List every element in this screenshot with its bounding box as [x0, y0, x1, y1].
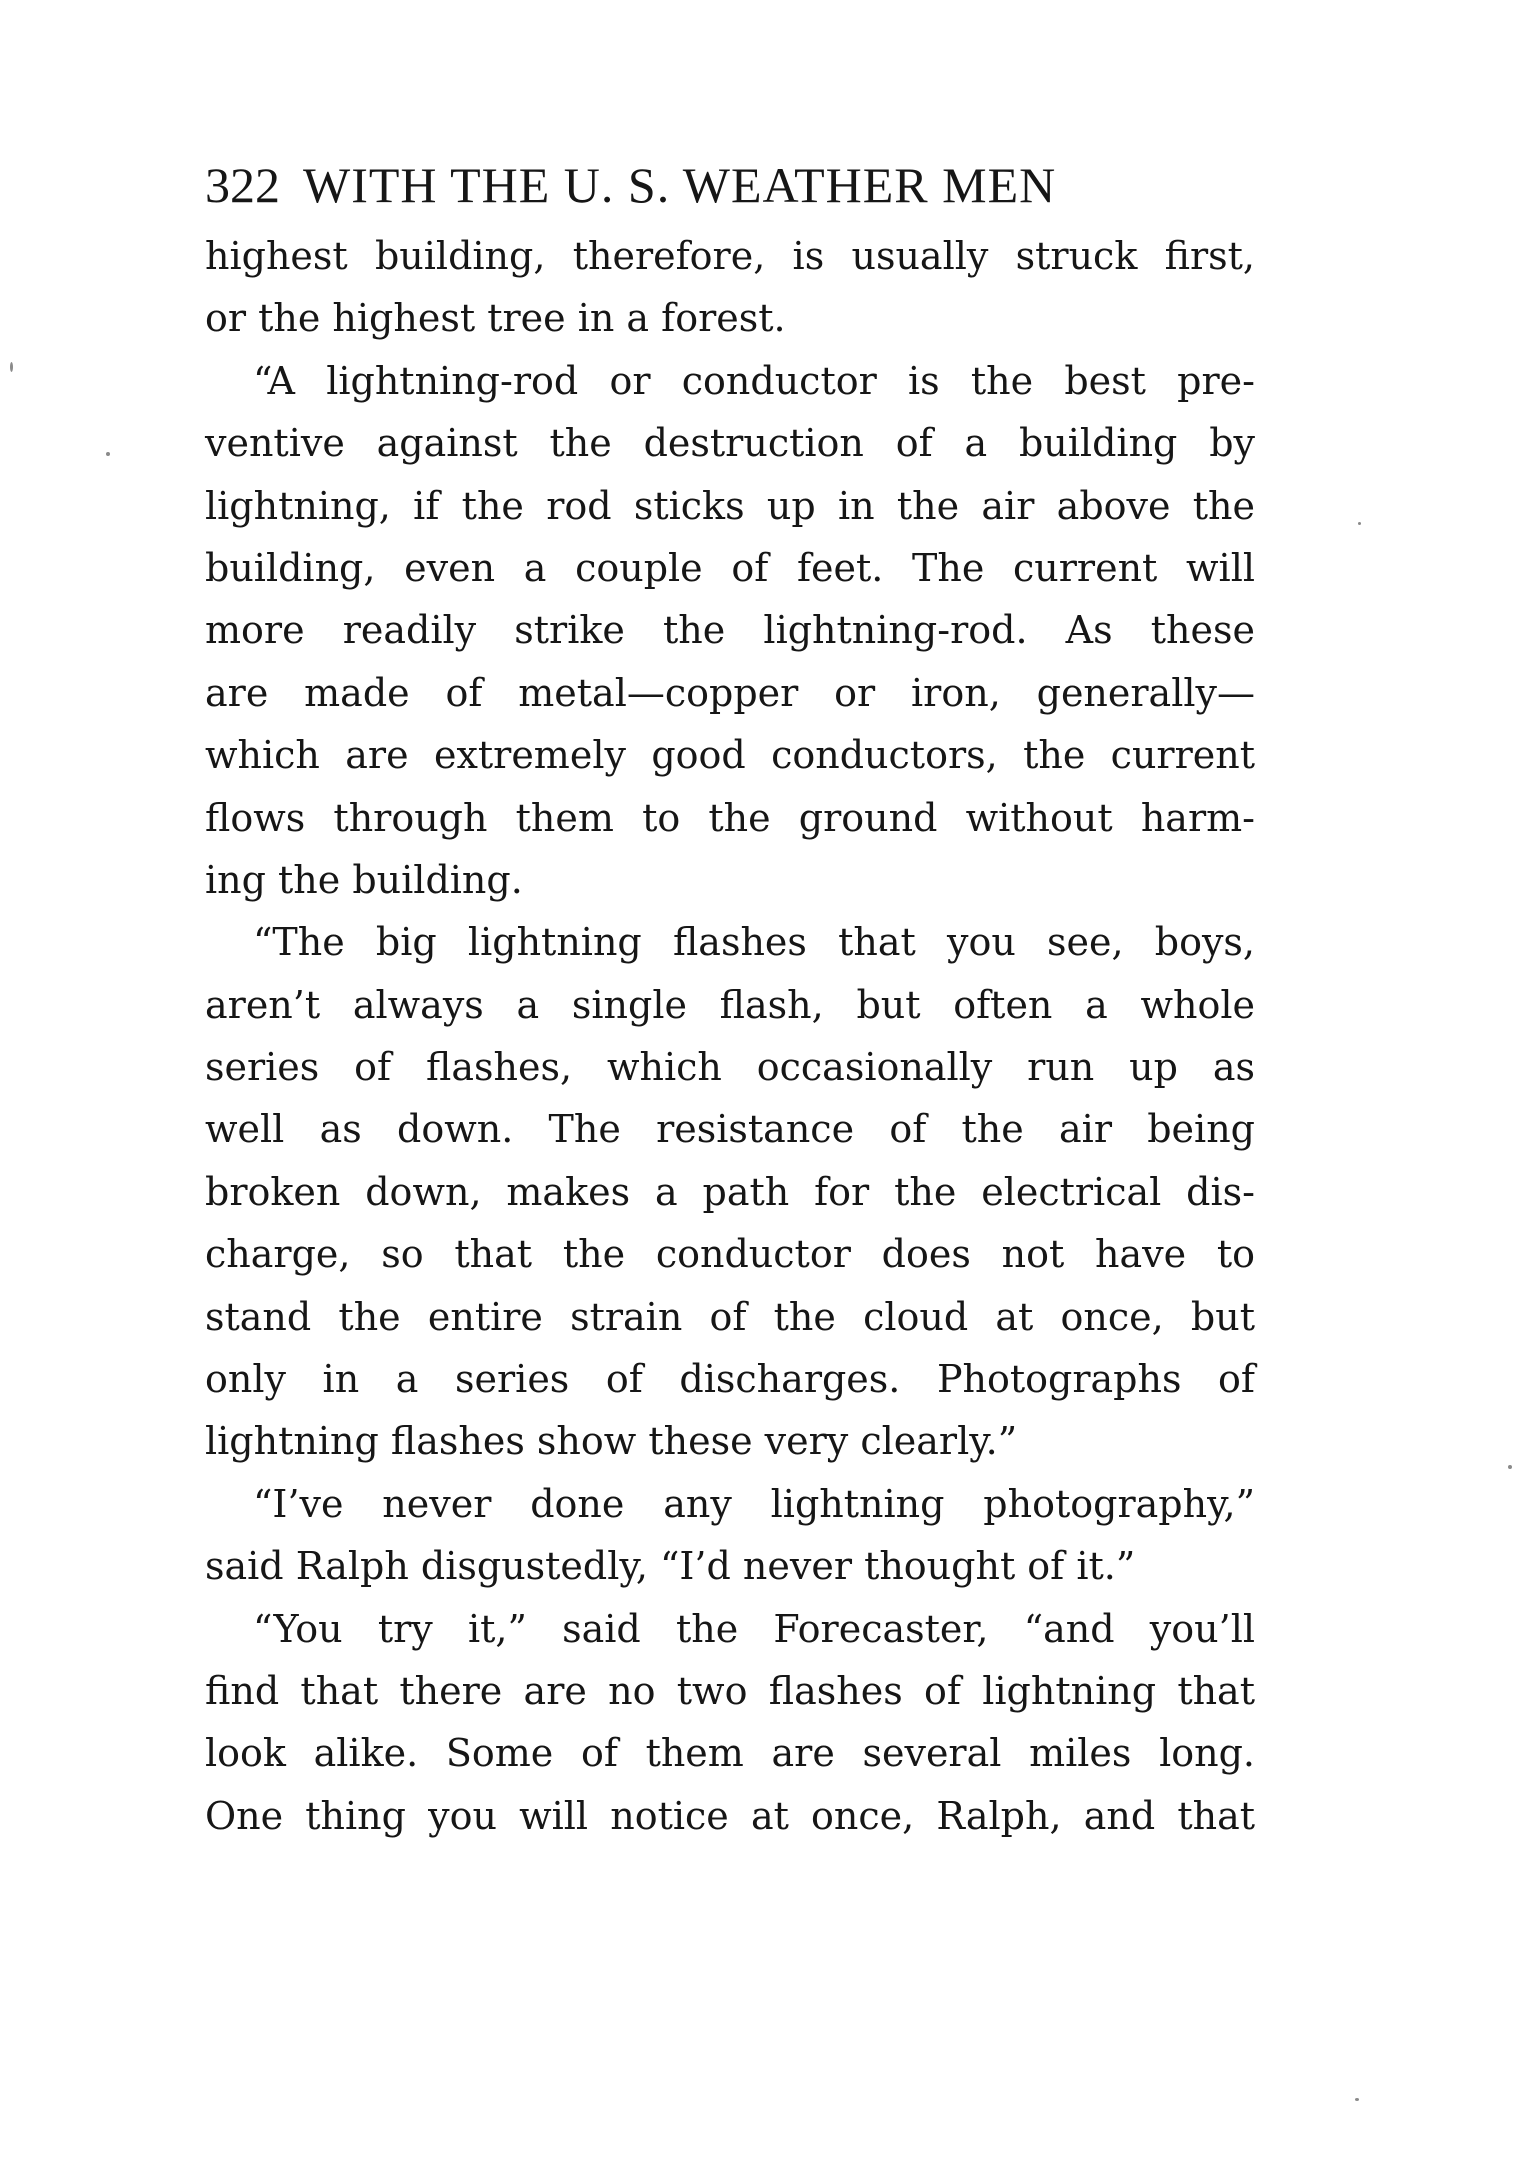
text-line: charge, so that the conductor does not have to [205, 1232, 1255, 1277]
running-title: WITH THE U. S. WEATHER MEN [303, 157, 1057, 213]
scan-speck [1355, 2098, 1359, 2101]
text-line: well as down. The resistance of the air being [205, 1107, 1255, 1152]
paragraph-1 [205, 225, 1255, 350]
text-line: highest building, therefore, is usually struck first, [205, 234, 1255, 278]
text-line: look alike. Some of them are several miles long. [205, 1731, 1255, 1776]
text-line: only in a series of discharges. Photographs of [205, 1357, 1255, 1402]
paragraph-2 [205, 350, 1255, 912]
text-line: or the highest tree in a forest. [205, 296, 786, 341]
text-line: “The big lightning flashes that you see, boys, [253, 920, 1255, 965]
text-line: broken down, makes a path for the electrical dis- [205, 1169, 1255, 1214]
text-line: series of flashes, which occasionally run up as [205, 1045, 1255, 1090]
text-line: lightning flashes show these very clearly.” [205, 1419, 1018, 1464]
running-head [205, 152, 1255, 218]
text-line: “A lightning-rod or conductor is the best pre- [253, 358, 1255, 403]
scan-speck [10, 362, 13, 372]
text-line: aren’t always a single flash, but often a whole [205, 982, 1255, 1027]
scan-speck [106, 452, 110, 456]
paragraph-3 [205, 911, 1255, 1473]
text-line: are made of metal—copper or iron, generally— [205, 670, 1255, 715]
text-line: building, even a couple of feet. The current will [205, 545, 1255, 590]
text-line: ventive against the destruction of a building by [205, 421, 1255, 466]
text-line: stand the entire strain of the cloud at once, but [205, 1294, 1255, 1339]
text-line: which are extremely good conductors, the current [205, 733, 1255, 778]
scan-speck [1508, 1465, 1512, 1469]
text-line: flows through them to the ground without harm- [205, 795, 1255, 840]
text-line: lightning, if the rod sticks up in the air above the [205, 483, 1255, 528]
paragraph-4 [205, 1473, 1255, 1598]
page-number: 322 [205, 157, 280, 213]
text-body [205, 225, 1255, 1847]
text-line: “I’ve never done any lightning photography,” [253, 1481, 1255, 1526]
text-line: “You try it,” said the Forecaster, “and you’ll [253, 1606, 1255, 1651]
scan-speck [1358, 522, 1361, 525]
text-line: more readily strike the lightning-rod. As these [205, 608, 1255, 653]
paragraph-5 [205, 1598, 1255, 1848]
text-line: ing the building. [205, 857, 523, 902]
text-line: One thing you will notice at once, Ralph, and that [205, 1793, 1255, 1838]
text-line: find that there are no two flashes of lightning that [205, 1668, 1255, 1713]
text-line: said Ralph disgustedly, “I’d never thought of it.” [205, 1544, 1136, 1589]
